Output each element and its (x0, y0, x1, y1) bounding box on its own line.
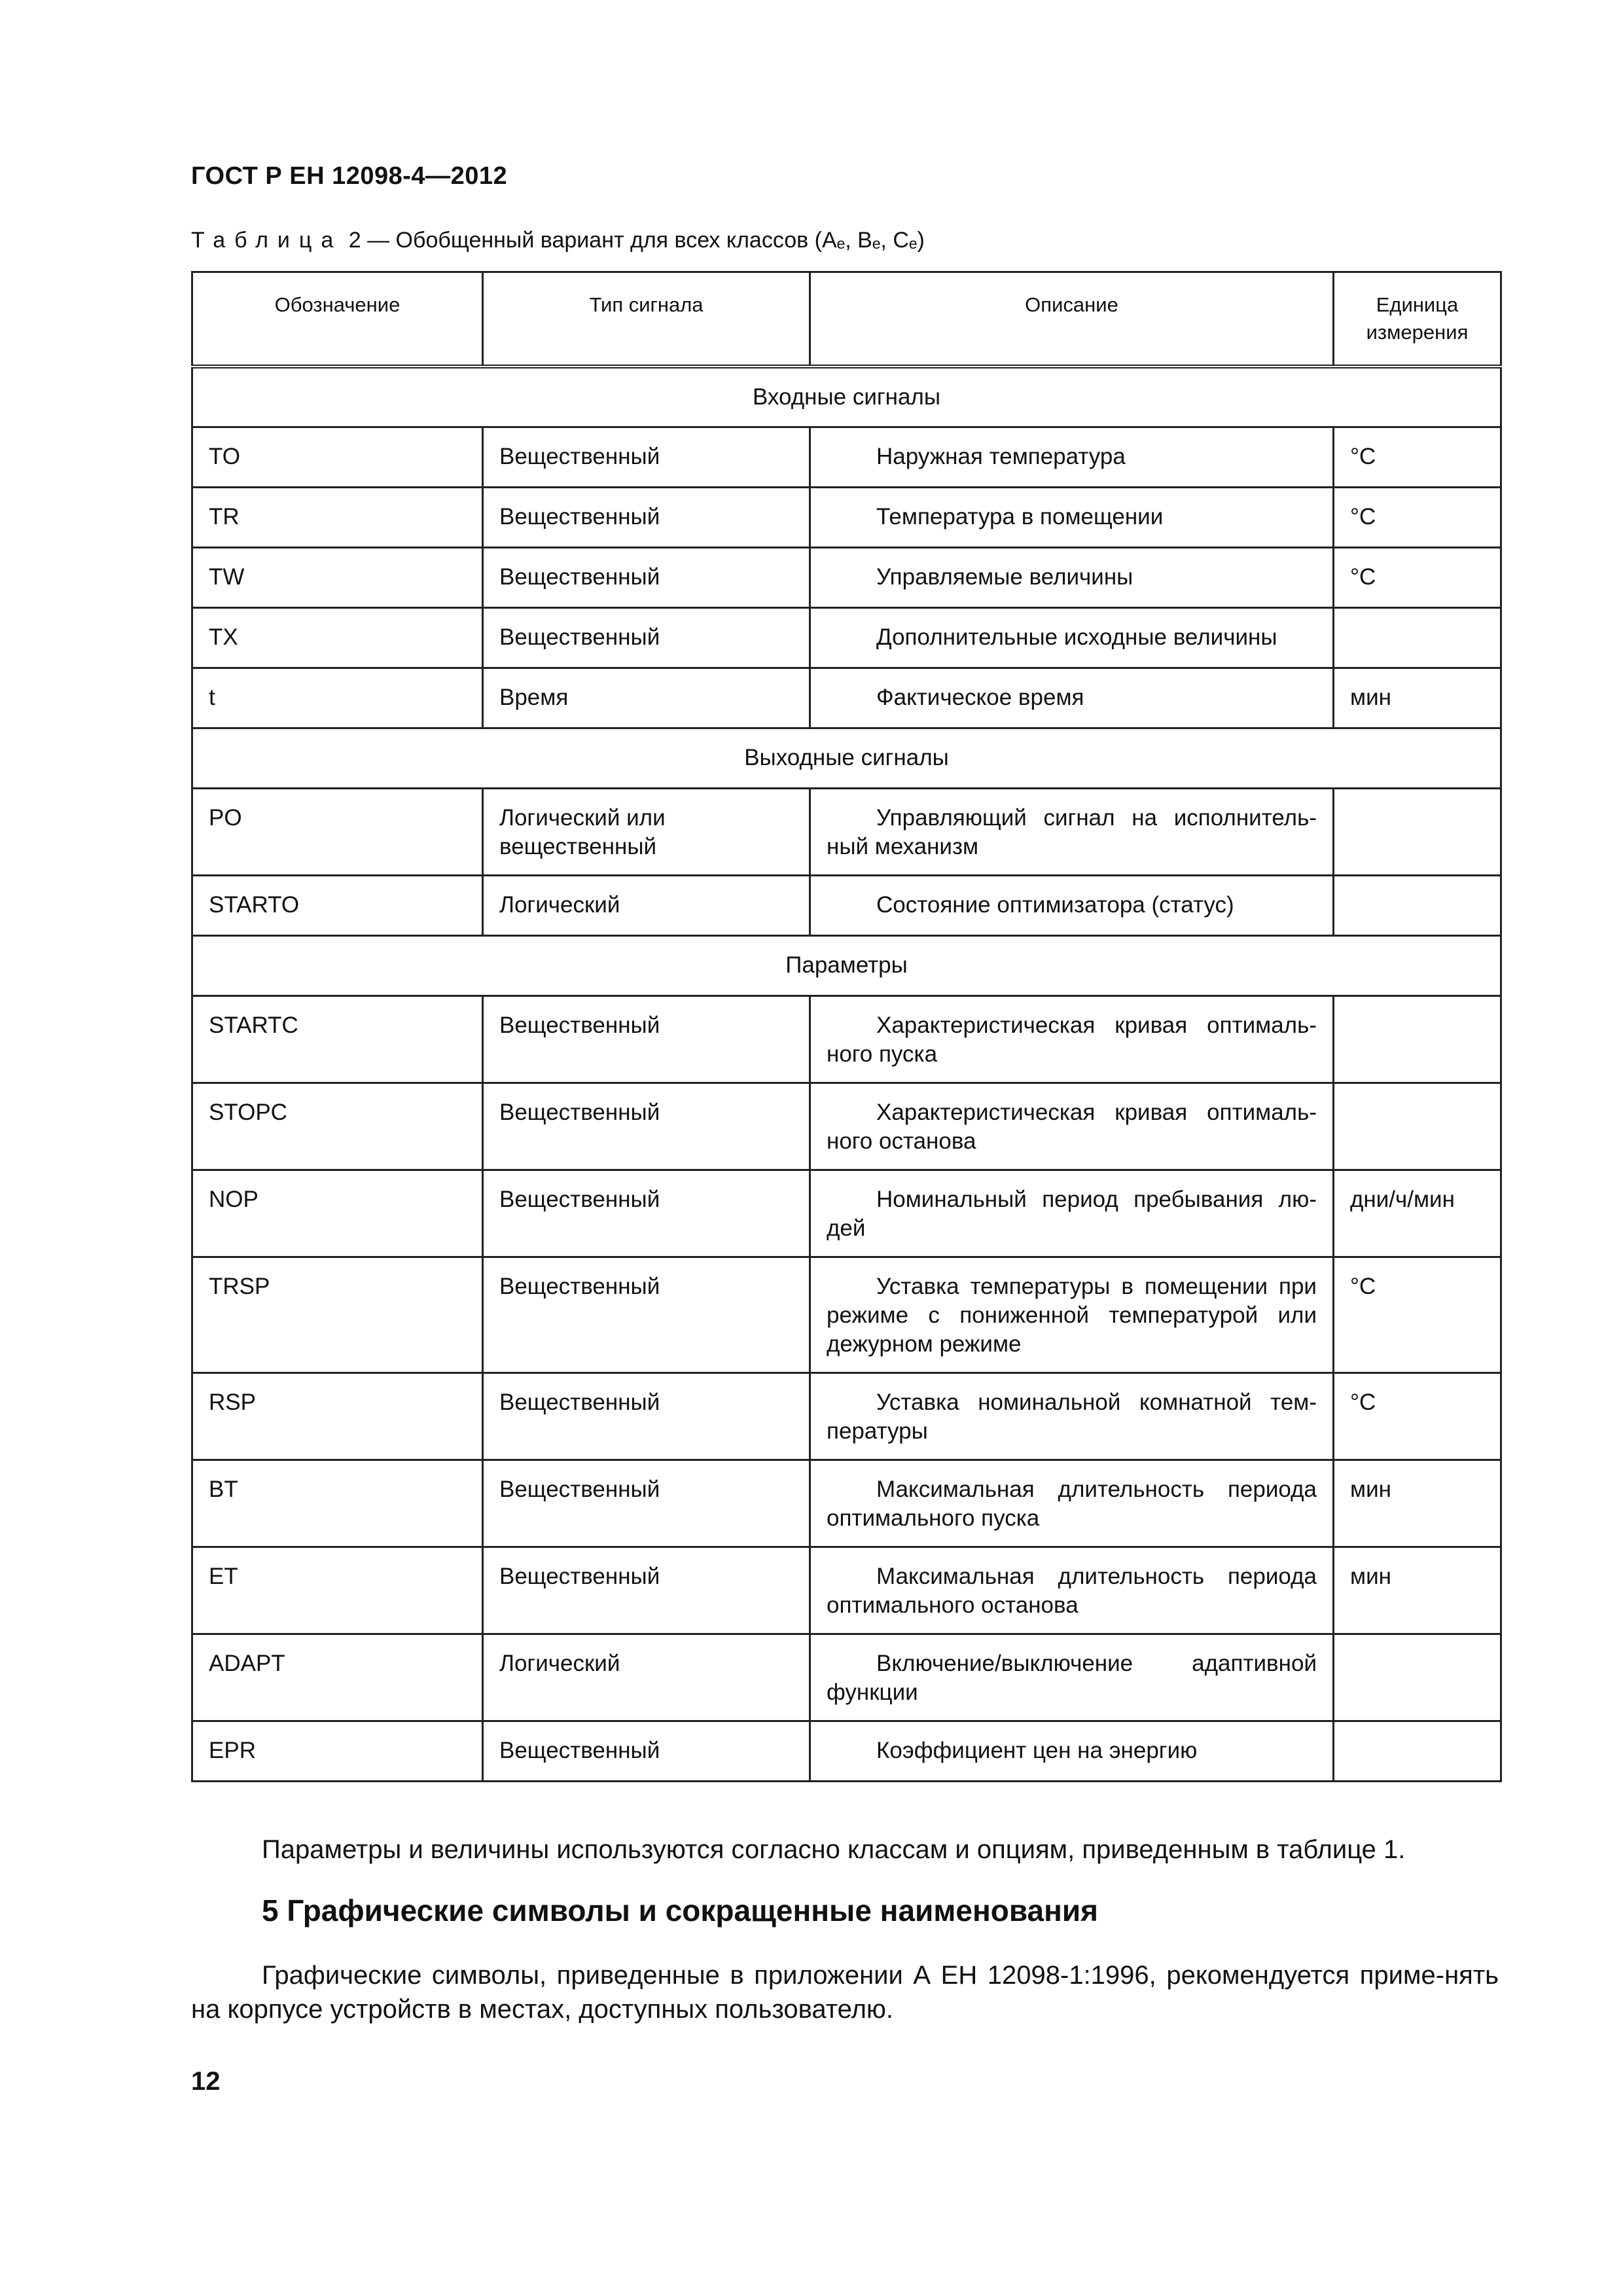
cell-desc-text: Коэффициент цен на энергию (876, 1737, 1198, 1763)
document-code: ГОСТ Р ЕН 12098-4—2012 (191, 162, 508, 190)
section-title: Входные сигналы (192, 367, 1501, 427)
cell-type: Логический или вещественный (483, 788, 810, 875)
table-row (192, 487, 1501, 547)
table-caption-word: Таблица (191, 228, 343, 253)
cell-code: ET (192, 1547, 483, 1634)
cell-type: Вещественный (483, 1170, 810, 1257)
cell-desc-text: Наружная температура (876, 443, 1126, 469)
cell-code: RSP (192, 1372, 483, 1460)
cell-desc (810, 788, 1334, 875)
cell-desc (810, 996, 1334, 1083)
cell-desc (810, 1721, 1334, 1781)
cell-desc (810, 607, 1334, 668)
cell-type: Вещественный (483, 607, 810, 668)
table-row (192, 1257, 1501, 1372)
cell-type: Вещественный (483, 1257, 810, 1372)
cell-code: STARTO (192, 875, 483, 935)
cell-desc (810, 1083, 1334, 1170)
cell-unit: °C (1334, 1372, 1501, 1460)
cell-desc-text: Управляющий сигнал на исполнитель-ный механизм (827, 804, 1317, 859)
table-row (192, 996, 1501, 1083)
cell-desc-text: Характеристическая кривая оптималь-ного останова (827, 1099, 1317, 1154)
cell-unit: мин (1334, 668, 1501, 728)
params-note (191, 1833, 1499, 1867)
cell-unit: мин (1334, 1460, 1501, 1547)
cell-desc-text: Управляемые величины (876, 564, 1133, 590)
cell-desc (810, 1257, 1334, 1372)
cell-desc-text: Уставка номинальной комнатной тем-пературы (827, 1389, 1317, 1444)
cell-unit: дни/ч/мин (1334, 1170, 1501, 1257)
cell-code: PO (192, 788, 483, 875)
cell-type: Вещественный (483, 1547, 810, 1634)
table-header-row (192, 272, 1501, 367)
params-note-text: Параметры и величины используются согласно классам и опциям, приведенным в таблице 1. (262, 1835, 1406, 1864)
cell-unit: °C (1334, 427, 1501, 487)
cell-unit: °C (1334, 487, 1501, 547)
cell-type: Вещественный (483, 547, 810, 607)
cell-desc (810, 427, 1334, 487)
cell-desc (810, 1460, 1334, 1547)
cell-desc (810, 1170, 1334, 1257)
table-caption (191, 228, 925, 253)
cell-code: TR (192, 487, 483, 547)
cell-unit (1334, 875, 1501, 935)
cell-code: TX (192, 607, 483, 668)
cell-code: EPR (192, 1721, 483, 1781)
graphic-note-text: Графические символы, приведенные в приложении А ЕН 12098-1:1996, рекомендуется приме-нять на корпусе устройств в местах, доступных пользователю. (191, 1961, 1499, 2024)
cell-type: Логический (483, 1634, 810, 1721)
cell-desc-text: Дополнительные исходные величины (876, 624, 1277, 650)
cell-desc (810, 1372, 1334, 1460)
cell-code: BT (192, 1460, 483, 1547)
cell-desc (810, 668, 1334, 728)
cell-type: Время (483, 668, 810, 728)
section-title: Выходные сигналы (192, 728, 1501, 788)
cell-desc-text: Максимальная длительность периода оптимального пуска (827, 1476, 1317, 1531)
cell-unit (1334, 607, 1501, 668)
signals-table-container (191, 271, 1500, 1782)
table-row (192, 1634, 1501, 1721)
table-row (192, 668, 1501, 728)
table-row (192, 427, 1501, 487)
cell-unit: °C (1334, 547, 1501, 607)
table-row (192, 1170, 1501, 1257)
cell-type: Логический (483, 875, 810, 935)
cell-code: STOPC (192, 1083, 483, 1170)
cell-code: TO (192, 427, 483, 487)
section-heading: 5 Графические символы и сокращенные наименования (262, 1893, 1098, 1928)
cell-unit (1334, 1721, 1501, 1781)
cell-desc-text: Включение/выключение адаптивной функции (827, 1650, 1317, 1705)
table-row (192, 1372, 1501, 1460)
cell-type: Вещественный (483, 1083, 810, 1170)
cell-type: Вещественный (483, 1721, 810, 1781)
header-desc: Описание (810, 272, 1334, 367)
cell-desc-text: Максимальная длительность периода оптимального останова (827, 1563, 1317, 1618)
cell-code: STARTC (192, 996, 483, 1083)
page-number: 12 (191, 2067, 221, 2096)
cell-desc (810, 1634, 1334, 1721)
cell-desc-text: Номинальный период пребывания лю-дей (827, 1186, 1317, 1241)
table-row (192, 1547, 1501, 1634)
table-row (192, 1721, 1501, 1781)
section-title: Параметры (192, 935, 1501, 996)
table-row (192, 875, 1501, 935)
cell-desc (810, 1547, 1334, 1634)
table-body (192, 367, 1501, 1781)
table-row (192, 547, 1501, 607)
table-caption-text: 2 — Обобщенный вариант для всех классов (Aₑ, Bₑ, Cₑ) (342, 228, 925, 253)
cell-desc-text: Температура в помещении (876, 503, 1164, 529)
cell-desc-text: Характеристическая кривая оптималь-ного пуска (827, 1012, 1317, 1067)
cell-unit (1334, 1634, 1501, 1721)
cell-type: Вещественный (483, 1372, 810, 1460)
cell-code: ADAPT (192, 1634, 483, 1721)
cell-desc-text: Состояние оптимизатора (статус) (876, 891, 1234, 918)
cell-type: Вещественный (483, 996, 810, 1083)
cell-unit (1334, 1083, 1501, 1170)
table-row (192, 607, 1501, 668)
cell-code: TW (192, 547, 483, 607)
cell-unit: мин (1334, 1547, 1501, 1634)
cell-unit: °C (1334, 1257, 1501, 1372)
cell-desc-text: Уставка температуры в помещении при режиме с пониженной температурой или дежурном режиме (827, 1273, 1317, 1357)
cell-type: Вещественный (483, 427, 810, 487)
table-row (192, 1083, 1501, 1170)
cell-desc (810, 875, 1334, 935)
cell-desc (810, 487, 1334, 547)
section-row (192, 728, 1501, 788)
section-row (192, 935, 1501, 996)
table-row (192, 788, 1501, 875)
header-unit: Единица измерения (1334, 272, 1501, 367)
cell-code: NOP (192, 1170, 483, 1257)
cell-code: TRSP (192, 1257, 483, 1372)
cell-unit (1334, 996, 1501, 1083)
cell-type: Вещественный (483, 487, 810, 547)
table-row (192, 1460, 1501, 1547)
header-code: Обозначение (192, 272, 483, 367)
cell-desc-text: Фактическое время (876, 684, 1084, 710)
header-type: Тип сигнала (483, 272, 810, 367)
cell-type: Вещественный (483, 1460, 810, 1547)
signals-table (191, 271, 1502, 1782)
cell-desc (810, 547, 1334, 607)
graphic-note (191, 1958, 1499, 2026)
cell-unit (1334, 788, 1501, 875)
cell-code: t (192, 668, 483, 728)
section-row (192, 367, 1501, 427)
